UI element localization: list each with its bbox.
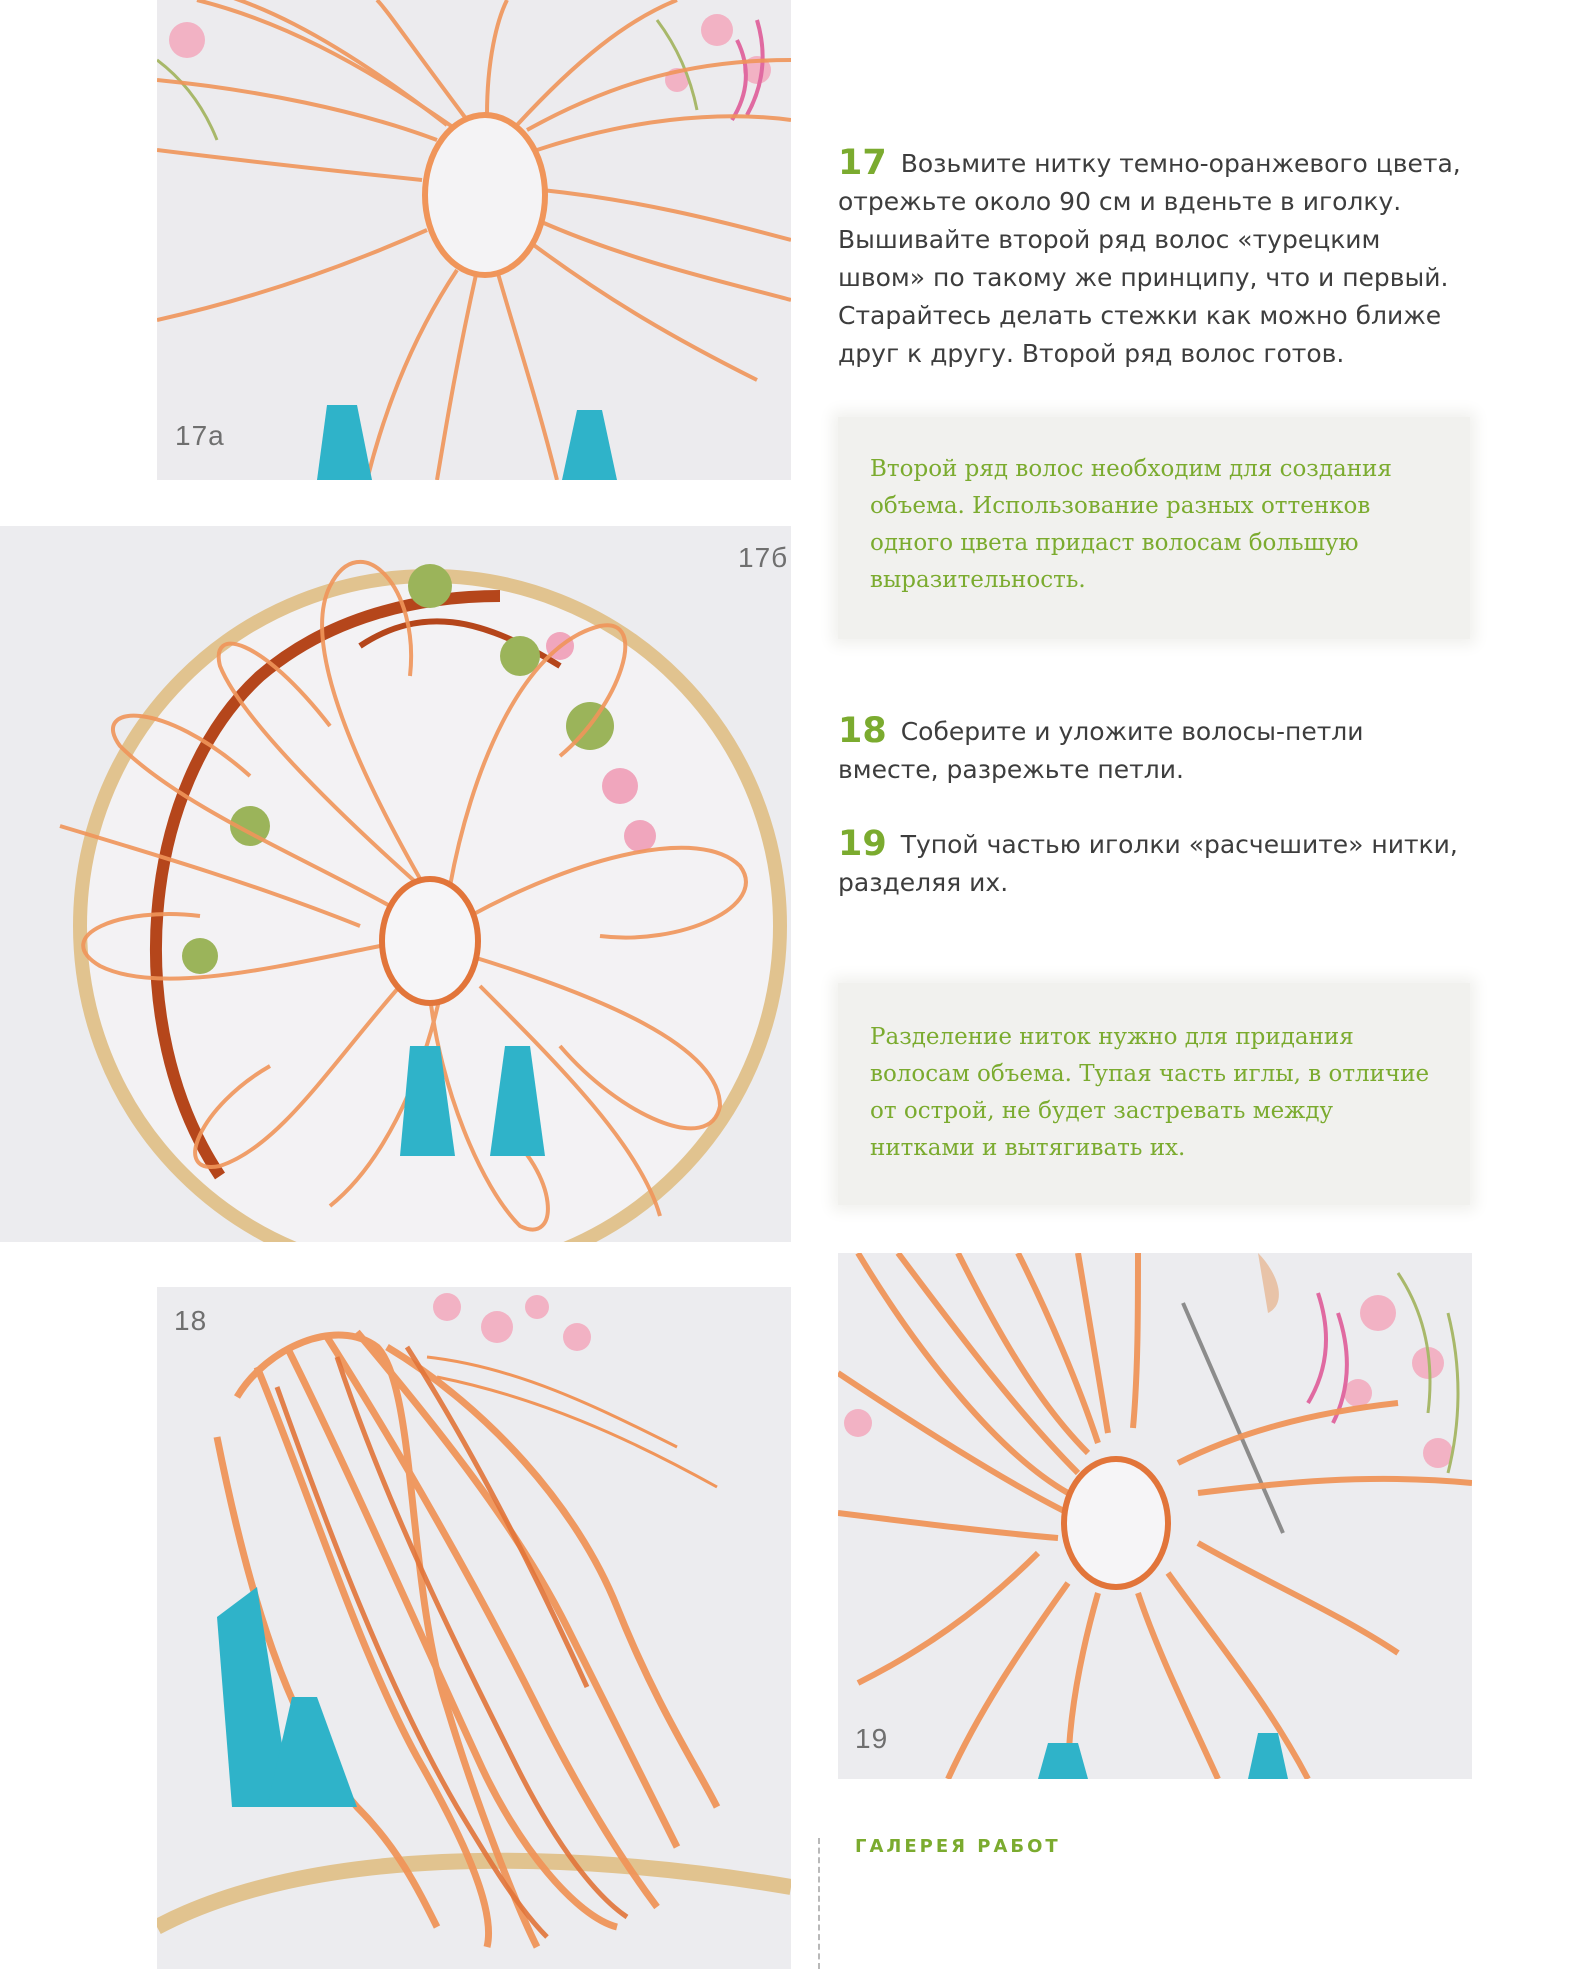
tip-box	[838, 417, 1470, 639]
step-17-text	[838, 144, 1468, 373]
step-description: Соберите и уложите волосы-петли вместе, разрежьте петли.	[838, 717, 1364, 784]
step-description: Тупой частью иголки «расчешите» нитки, разделяя их.	[838, 830, 1458, 897]
step-number: 19	[838, 824, 887, 864]
photo-label: 17б	[738, 542, 789, 573]
section-title: ГАЛЕРЕЯ РАБОТ	[855, 1836, 1061, 1857]
tip-text: Второй ряд волос необходим для создания объема. Использование разных оттенков одного цвета придаст волосам большую выразительность.	[870, 456, 1392, 593]
photo-label: 17а	[175, 420, 225, 451]
photo-label: 18	[174, 1305, 208, 1336]
step-number: 17	[838, 143, 887, 183]
gathered-hair-image	[157, 1287, 791, 1969]
thread-loops-image	[157, 0, 791, 480]
photo-step-19	[838, 1253, 1472, 1779]
combing-threads-image	[838, 1253, 1472, 1779]
photo-step-17b	[0, 526, 791, 1242]
photo-step-17a	[157, 0, 791, 480]
thread-loops-hoop-image	[0, 526, 791, 1242]
step-description: Возьмите нитку темно-оранжевого цвета, отрежьте около 90 см и вденьте в иголку. Вышивайте второй ряд волос «турецким швом» по такому же принципу, что и первый. Старайтесь делать стежки как можно ближе друг к другу. Второй ряд волос готов.	[838, 149, 1461, 368]
step-number: 18	[838, 711, 887, 751]
tip-box	[838, 983, 1470, 1205]
step-19-text	[838, 825, 1468, 902]
footer-divider	[818, 1838, 820, 1969]
photo-label: 19	[855, 1723, 889, 1754]
photo-step-18	[157, 1287, 791, 1969]
tip-text: Разделение ниток нужно для придания волосам объема. Тупая часть иглы, в отличие от острой, не будет застревать между нитками и вытягивать их.	[870, 1024, 1430, 1161]
step-18-text	[838, 712, 1468, 789]
